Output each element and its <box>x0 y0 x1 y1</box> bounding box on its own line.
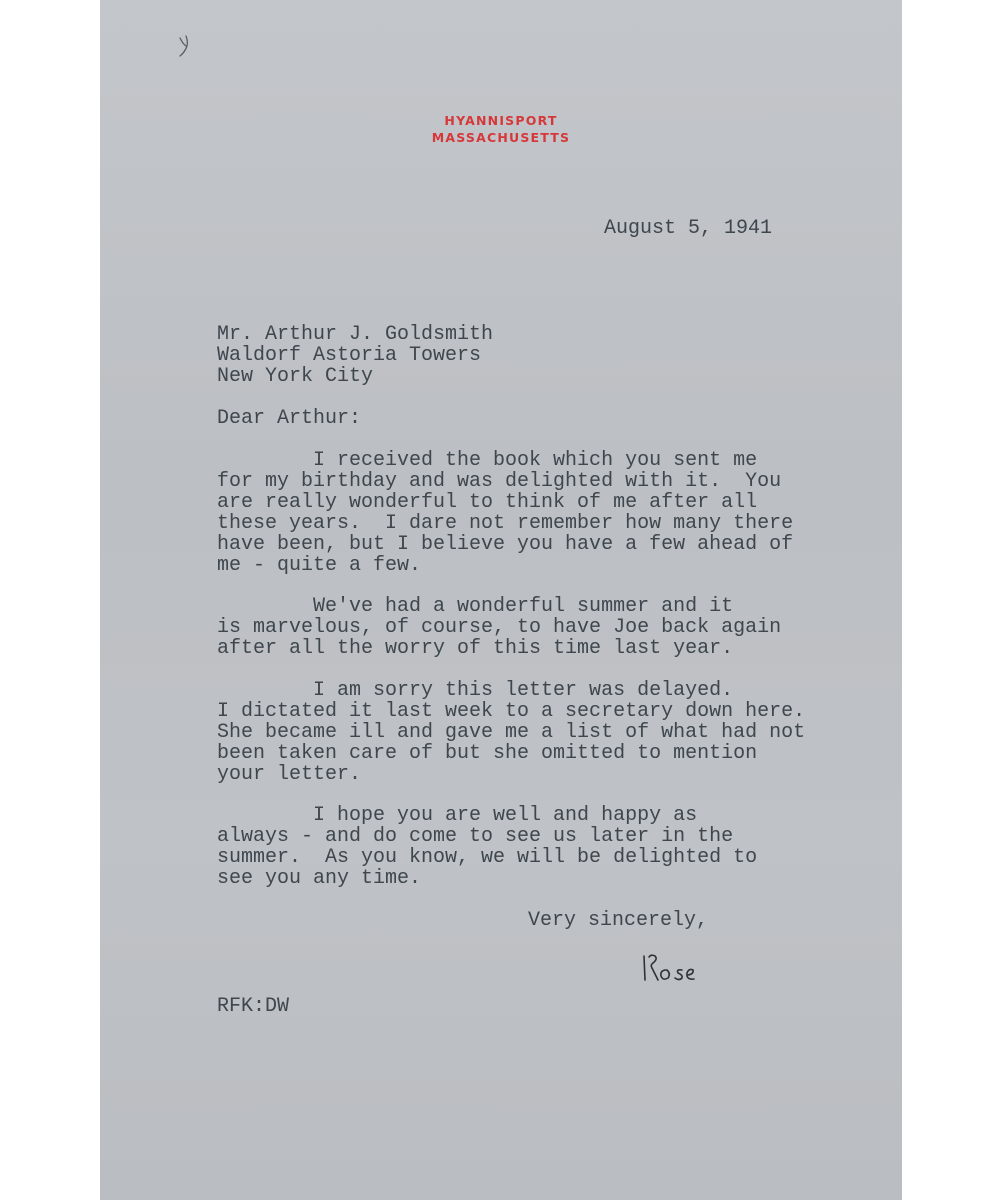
letterhead-state: MASSACHUSETTS <box>431 130 571 145</box>
complimentary-closing: Very sincerely, <box>528 909 709 932</box>
body-paragraph-3: I am sorry this letter was delayed. I dictated it last week to a secretary down here. She became ill and gave me a list of what had not been taken care of but she omitted to mention your letter. <box>217 679 806 786</box>
body-paragraph-1: I received the book which you sent me for my birthday and was delighted with it. You are really wonderful to think of me after all these years. I dare not remember how many there have been, but I believe you have a few ahead of me - quite a few. <box>217 449 794 577</box>
recipient-address-line-2: New York City <box>217 365 374 388</box>
salutation: Dear Arthur: <box>217 407 362 430</box>
recipient-address <box>217 324 493 387</box>
recipient-name: Mr. Arthur J. Goldsmith <box>217 323 494 346</box>
letter-paper <box>100 0 902 1200</box>
pencil-check-mark <box>174 30 204 60</box>
body-paragraph-2: We've had a wonderful summer and it is marvelous, of course, to have Joe back again after all the worry of this time last year. <box>217 595 782 660</box>
reference-initials: RFK:DW <box>217 995 290 1018</box>
recipient-address-line-1: Waldorf Astoria Towers <box>217 344 482 367</box>
letterhead-town: HYANNISPORT <box>444 113 558 128</box>
handwritten-signature <box>638 950 728 990</box>
letter-date: August 5, 1941 <box>604 217 773 240</box>
body-paragraph-4: I hope you are well and happy as always - and do come to see us later in the summer. As you know, we will be delighted to see you any time. <box>217 804 758 890</box>
